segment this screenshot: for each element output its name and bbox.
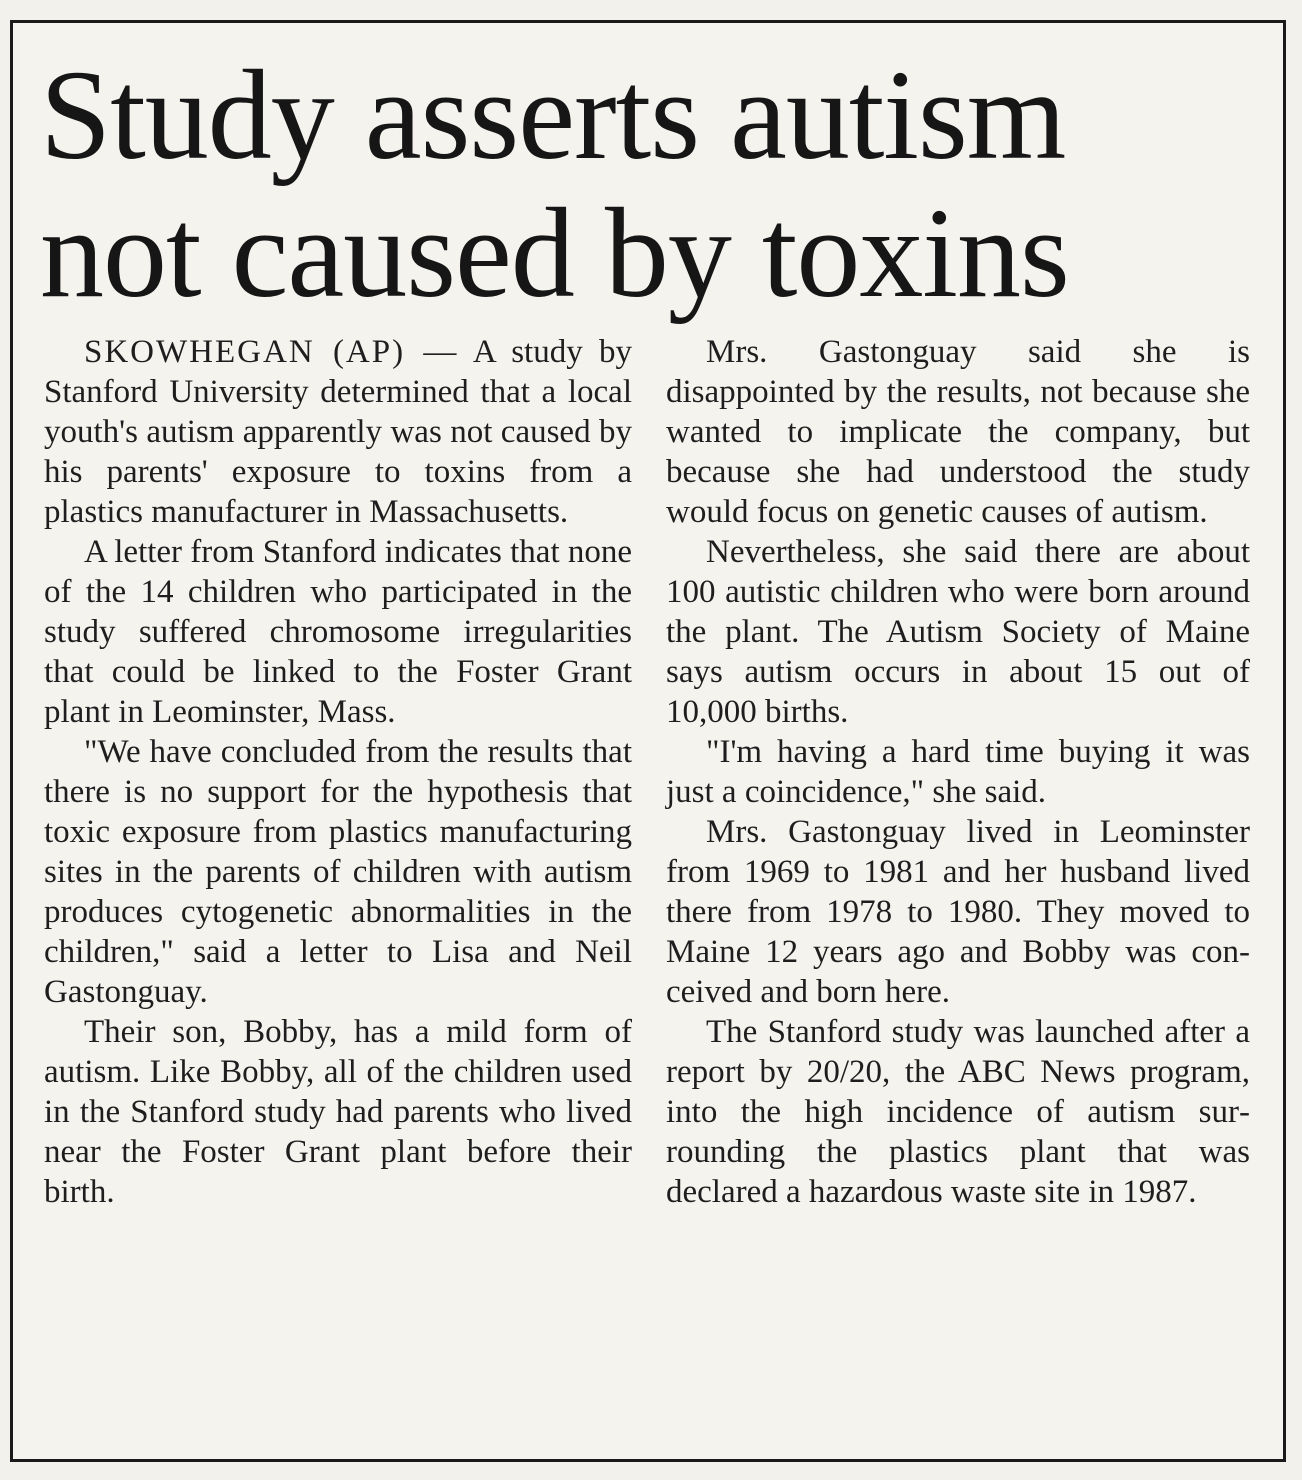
paragraph: Mrs. Gastonguay said she is disappointed by the results, not because she wanted to implicate the company, but because she had understood the study would focus on genetic causes of autism. [666, 334, 1250, 530]
dateline: SKOWHEGAN (AP) — [84, 334, 459, 370]
headline [40, 46, 1270, 322]
article-column-left [44, 332, 632, 1212]
article-column-right [666, 332, 1250, 1212]
paragraph: A letter from Stanford indicates that none of the 14 children who participated in the study suffered chromosome irregularities that could be linked to the Foster Grant plant in Leominster, Mass. [44, 534, 633, 730]
paragraph: "I'm having a hard time buying it was just a coincidence," she said. [666, 734, 1250, 810]
paragraph: Their son, Bobby, has a mild form of autism. Like Bobby, all of the children used in the Stanford study had parents who lived near the Foster Grant plant before their birth. [44, 1014, 632, 1210]
paragraph: "We have concluded from the results that there is no support for the hypothesis that toxic exposure from plastics manufacturing sites in the parents of children with autism produces cytogenetic abnormalities in the children," said a letter to Lisa and Neil Gastonguay. [44, 734, 632, 1010]
paragraph: SKOWHEGAN (AP) — A study by Stanford University determined that a local youth's autism apparently was not caused by his parents' exposure to toxins from a plastics manufacturer in Massachusetts. [44, 334, 632, 530]
headline-line-2: not caused by toxins [40, 182, 1069, 324]
headline-line-1: Study asserts autism [40, 44, 1066, 186]
paragraph: Mrs. Gastonguay lived in Leominster from 1969 to 1981 and her husband lived there from 1978 to 1980. They moved to Maine 12 years ago and Bobby was conceived and born here. [666, 814, 1250, 1010]
paragraph: Nevertheless, she said there are about 100 autistic children who were born around the plant. The Autism Society of Maine says autism occurs in about 15 out of 10,000 births. [666, 534, 1250, 730]
paragraph: The Stanford study was launched after a report by 20/20, the ABC News program, into the high incidence of autism surrounding the plastics plant that was declared a hazardous waste site in 1987. [666, 1014, 1250, 1210]
